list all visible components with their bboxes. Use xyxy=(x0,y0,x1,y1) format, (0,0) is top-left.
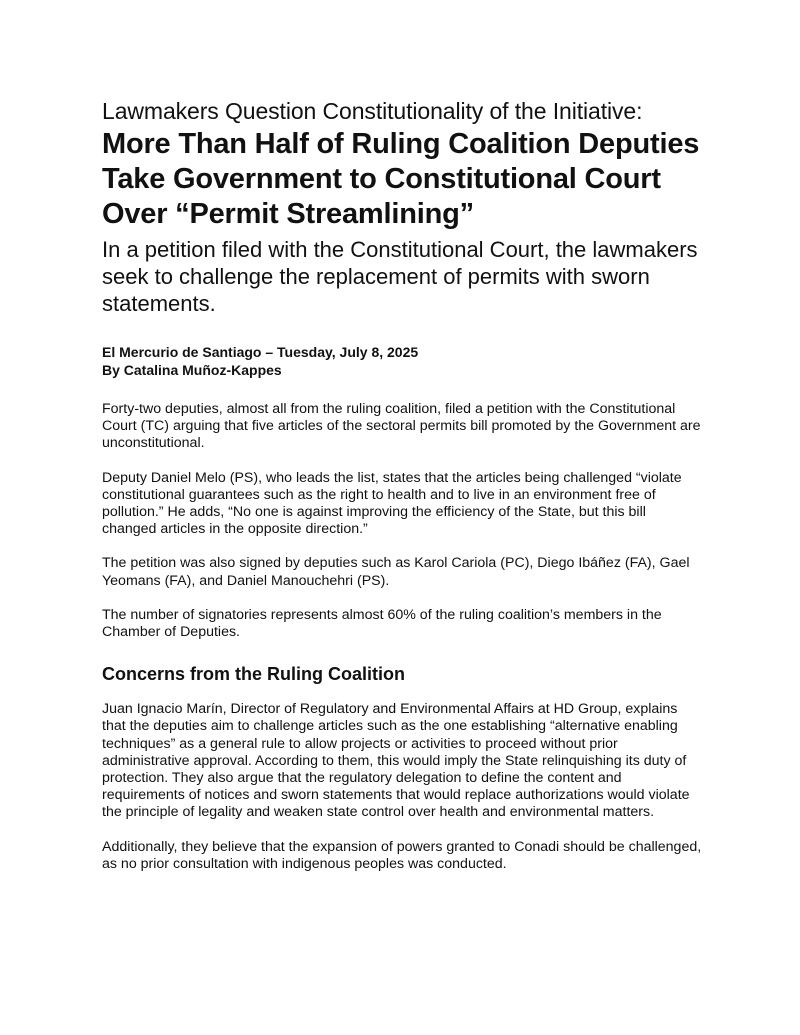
article-paragraph: Forty-two deputies, almost all from the ruling coalition, filed a petition with the Constitutional Court (TC) arguing that five articles of the sectoral permits bill promoted by the Government are unconstitutional. xyxy=(102,401,701,452)
article-paragraph: The petition was also signed by deputies such as Karol Cariola (PC), Diego Ibáñez (FA), Gael Yeomans (FA), and Daniel Manouchehri (PS). xyxy=(102,555,690,589)
article-dateline: El Mercurio de Santiago – Tuesday, July 8, 2025 xyxy=(102,344,419,360)
article-byline: By Catalina Muñoz-Kappes xyxy=(102,362,282,378)
article-paragraph: Juan Ignacio Marín, Director of Regulatory and Environmental Affairs at HD Group, explains that the deputies aim to challenge articles such as the one establishing “alternative enabling techniques” as a general rule to allow projects or activities to proceed without prior administrative approval. According to them, this would imply the State relinquishing its duty of protection. They also argue that the regulatory delegation to define the content and requirements of notices and sworn statements that would replace authorizations would violate the principle of legality and weaken state control over health and environmental matters. xyxy=(102,701,690,821)
article-headline: More Than Half of Ruling Coalition Deputies Take Government to Constitutional Court Over “Permit Streamlining” xyxy=(102,128,700,230)
article-kicker: Lawmakers Question Constitutionality of the Initiative: xyxy=(102,98,643,124)
article-subheadline: In a petition filed with the Constitutional Court, the lawmakers seek to challenge the replacement of permits with sworn statements. xyxy=(102,237,698,316)
article-paragraph: Deputy Daniel Melo (PS), who leads the list, states that the articles being challenged “violate constitutional guarantees such as the right to health and to live in an environment free of pollution.” He adds, “No one is against improving the efficiency of the State, but this bill changed articles in the opposite direction.” xyxy=(102,469,682,538)
article-paragraph: The number of signatories represents almost 60% of the ruling coalition’s members in the Chamber of Deputies. xyxy=(102,606,662,641)
section-heading: Concerns from the Ruling Coalition xyxy=(102,664,406,685)
article-body xyxy=(102,401,702,873)
article-meta xyxy=(102,343,702,379)
article-paragraph: Additionally, they believe that the expansion of powers granted to Conadi should be challenged, as no prior consultation with indigenous peoples was conducted. xyxy=(102,838,702,872)
article xyxy=(102,98,702,890)
